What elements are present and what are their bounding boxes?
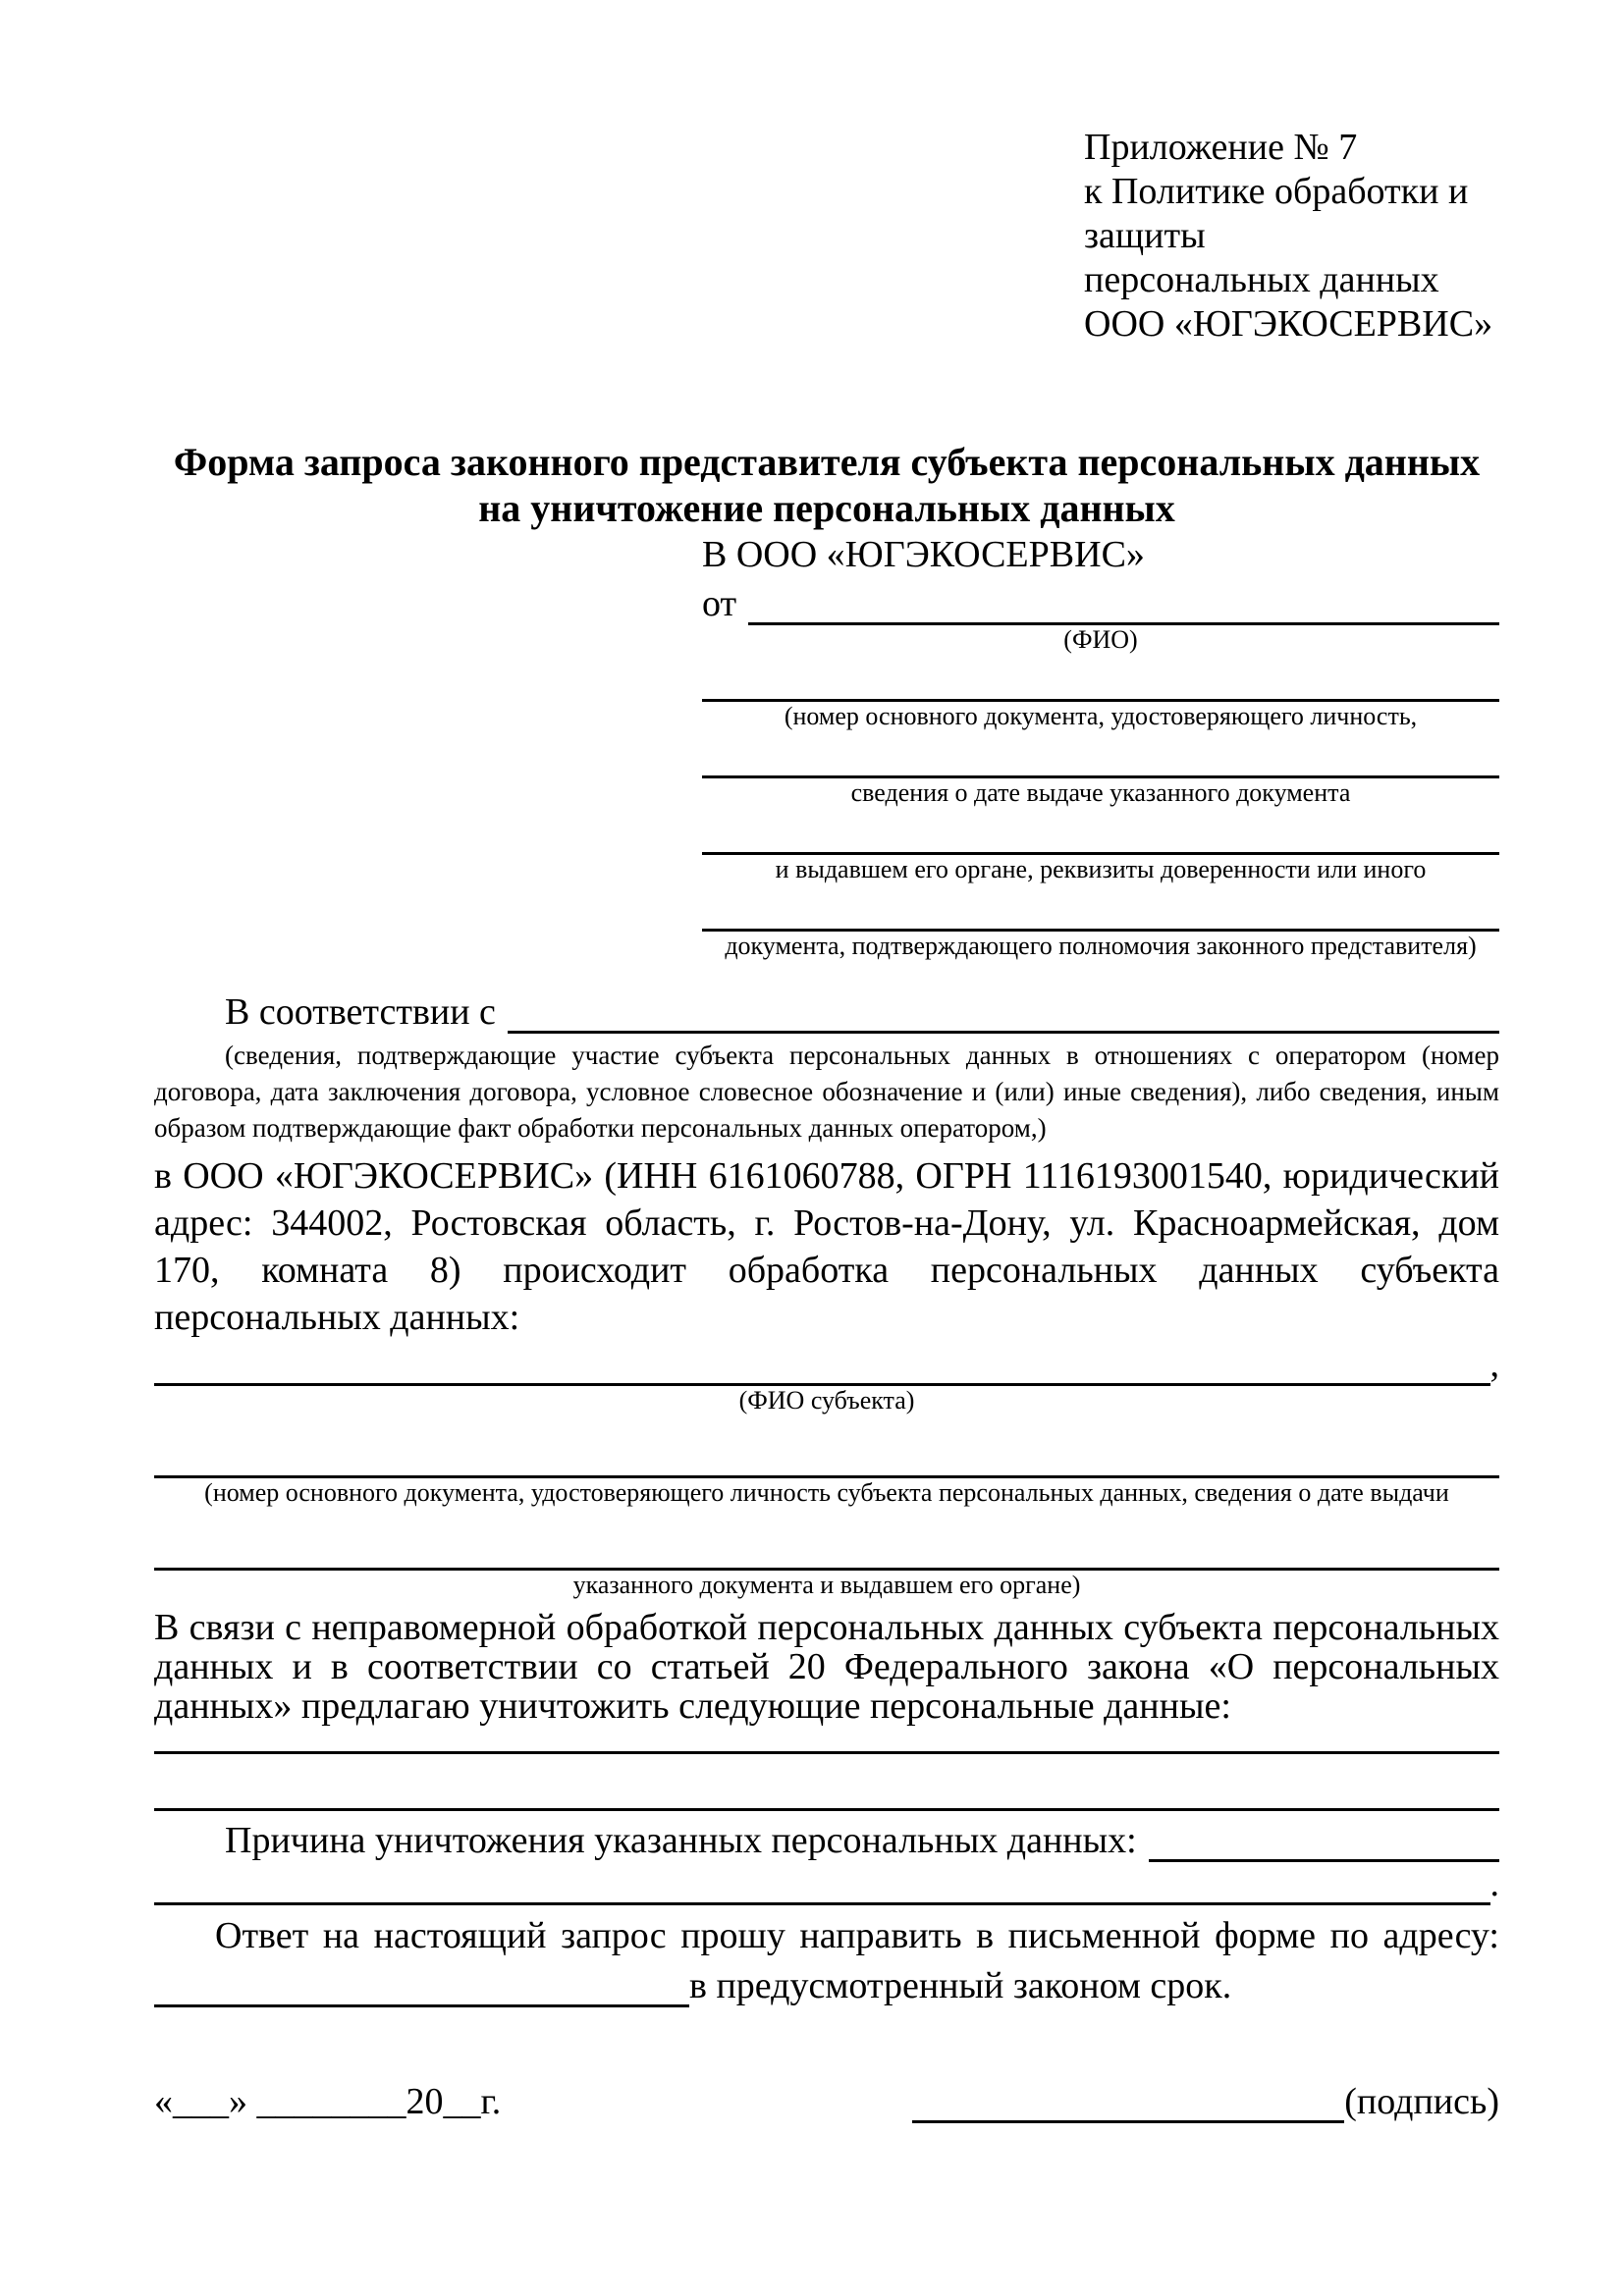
representative-doc-blank-line [702,884,1499,932]
subject-doc-caption: указанного документа и выдавшем его органе) [572,1571,1081,1599]
subject-doc-field-row [154,1508,1499,1571]
appendix-line: к Политике обработки и защиты [1084,171,1469,256]
representative-doc-caption: документа, подтверждающего полномочия законного представителя) [725,932,1477,960]
subject-doc-field-row [154,1415,1499,1478]
representative-doc-blank-line [702,808,1499,855]
reason-blank-line [1149,1859,1499,1862]
representative-doc-blank-line [702,655,1499,702]
representative-doc-caption: сведения о дате выдаче указанного документа [850,778,1351,807]
trailing-period: . [1489,1863,1499,1904]
subject-doc-caption: (номер основного документа, удостоверяющего личность субъекта персональных данных, сведения о дате выдачи [204,1478,1449,1507]
date-signature-row [154,2080,1499,2123]
from-field-row [702,578,1499,625]
reason-blank-line [154,1902,1490,1905]
addressee-block [702,531,1499,961]
signature-group [912,2080,1499,2123]
subject-fio-field-row [154,1341,1499,1386]
personal-data-blank-line [154,1726,1499,1754]
subject-fio-caption: (ФИО субъекта) [738,1386,915,1415]
trailing-comma: , [1489,1344,1499,1385]
signature-blank-line [912,2120,1344,2123]
accordance-footnote: (сведения, подтверждающие участие субъекта персональных данных в отношениях с оператором (номер договора, дата заключения договора, условное словесное обозначение и (или) иные сведения), либо сведения, иным образом подтверждающие факт обработки персональных данных оператором,) [154,1041,1499,1143]
document-title [154,439,1499,531]
fio-caption: (ФИО) [1063,625,1138,654]
representative-doc-blank-line [702,731,1499,778]
representative-doc-caption: и выдавшем его органе, реквизиты доверенности или иного [775,855,1427,883]
reply-address-blank-line [154,2004,689,2007]
date-blank-text: «___» ________20__г. [154,2081,502,2122]
operator-paragraph: в ООО «ЮГЭКОСЕРВИС» (ИНН 6161060788, ОГРН 1116193001540, юридический адрес: 344002, Ростовская область, г. Ростов-на-Дону, ул. Красноармейская, дом 170, комната 8) происходит обработка персональных данных субъекта персональных данных: [154,1155,1499,1338]
reply-address-field-row [154,1958,1499,2007]
personal-data-blank-line [154,1754,1499,1811]
destruction-request-paragraph: В связи с неправомерной обработкой персональных данных субъекта персональных данных и в соответствии со статьей 20 Федерального закона «О персональных данных» предлагаю уничтожить следующие персональные данные: [154,1607,1499,1727]
page-content [0,126,1624,2123]
representative-doc-caption: (номер основного документа, удостоверяющего личность, [784,702,1418,730]
appendix-line: персональных данных [1084,259,1439,300]
document-title-line1: Форма запроса законного представителя субъекта персональных данных [173,440,1481,484]
signature-caption: (подпись) [1344,2081,1499,2122]
reason-continuation-row [154,1862,1499,1905]
reply-sentence: Ответ на настоящий запрос прошу направить в письменной форме по адресу: [215,1915,1499,1956]
addressee-organization: В ООО «ЮГЭКОСЕРВИС» [702,534,1145,575]
appendix-line: Приложение № 7 [1084,127,1358,168]
appendix-header [1084,126,1499,347]
accordance-blank-line [508,1031,1499,1034]
accordance-field-row [154,985,1499,1034]
reason-label: Причина уничтожения указанных персональных данных: [225,1820,1137,1861]
from-label: от [702,583,737,624]
appendix-line: ООО «ЮГЭКОСЕРВИС» [1084,303,1493,345]
reason-field-row [154,1811,1499,1862]
accordance-label: В соответствии с [225,991,496,1033]
reply-tail-text: в предусмотренный законом срок. [689,1965,1232,2006]
document-title-line2: на уничтожение персональных данных [478,486,1175,530]
